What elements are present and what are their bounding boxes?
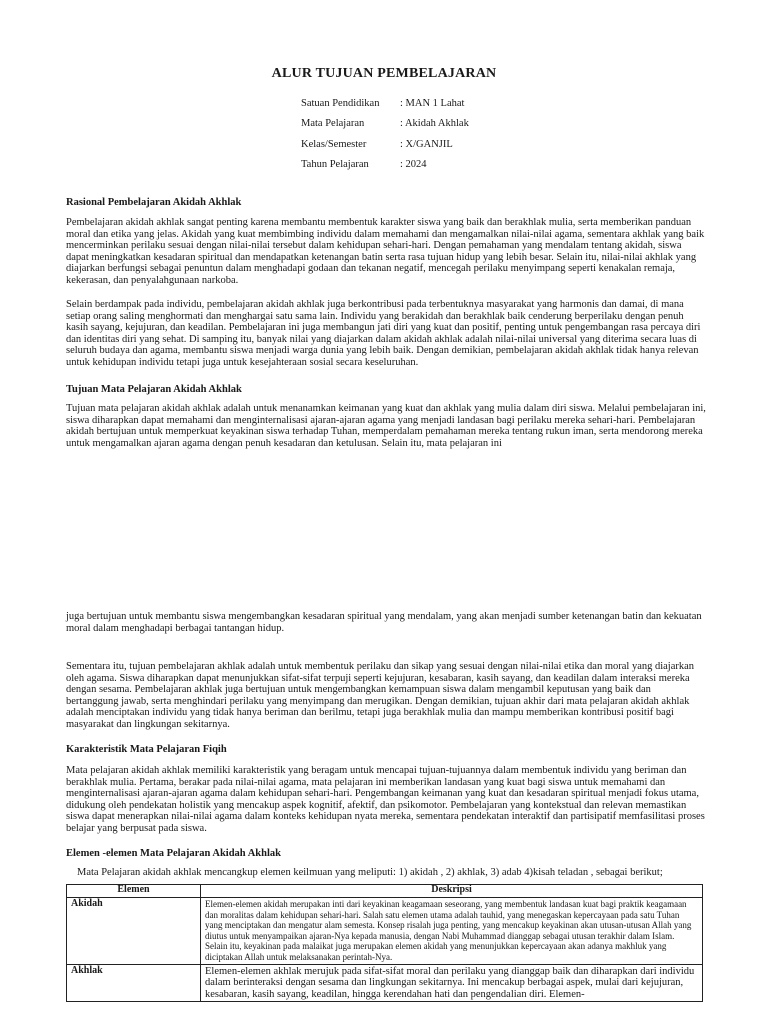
info-label: Tahun Pelajaran [301,158,369,170]
info-label: Kelas/Semester [301,138,367,150]
info-row-satuan [301,97,469,117]
info-value: : Akidah Akhlak [400,118,469,130]
info-value: : MAN 1 Lahat [400,98,465,109]
column-header-deskripsi: Deskripsi [201,885,703,898]
paragraph-rasional-2: Selain berdampak pada individu, pembelajaran akidah akhlak juga berkontribusi pada terbentuknya masyarakat yang harmonis dan damai, di mana setiap orang saling menghormati dan menghargai satu sama lain. Individu yang berakidah dan berakhlak baik cenderung berperilaku dengan penuh kasih sayang, kejujuran, dan keadilan. Pembelajaran ini juga membangun jati diri yang kuat dan positif, penting untuk pengembangan rasa percaya diri dan identitas diri yang sehat. Di samping itu, banyak nilai yang diajarkan dalam akidah akhlak adalah nilai-nilai universal yang diterima secara luas di seluruh budaya dan agama, membantu siswa menjadi warga dunia yang lebih baik. Dengan demikian, pembelajaran akidah akhlak tidak hanya relevan untuk kehidupan individu tetapi juga untuk kesejahteraan sosial secara keseluruhan. [66,299,701,368]
elemen-name: Akhlak [67,964,201,1002]
elemen-intro: Mata Pelajaran akidah akhlak mencangkup elemen keilmuan yang meliputi: 1) akidah , 2) akhlak, 3) adab 4)kisah teladan , sebagai berikut; [77,867,663,878]
paragraph-tujuan-1-continued: juga bertujuan untuk membantu siswa mengembangkan kesadaran spiritual yang mendalam, yang akan menjadi sumber ketenangan batin dan kekuatan moral dalam menghadapi berbagai tantangan hidup. [66,611,702,634]
info-value: : 2024 [400,158,427,170]
table-row [67,964,703,1002]
heading-rasional: Rasional Pembelajaran Akidah Akhlak [66,197,242,208]
heading-karakteristik: Karakteristik Mata Pelajaran Fiqih [66,744,227,755]
heading-elemen: Elemen -elemen Mata Pelajaran Akidah Akhlak [66,848,281,859]
elemen-name: Akidah [67,898,201,965]
info-row-mapel [301,117,469,137]
table-row [67,898,703,965]
info-label: Mata Pelajaran [301,118,365,130]
paragraph-karakteristik: Mata pelajaran akidah akhlak memiliki karakteristik yang beragam untuk mencapai tujuan-tujuannya dalam membentuk individu yang beriman dan berakhlak mulia. Pertama, berakar pada nilai-nilai agama, mata pelajaran ini memberikan landasan yang kuat bagi siswa untuk memahami dan menginternalisasi ajaran-ajaran agama dalam kehidupan sehari-hari. Pengembangan keimanan yang kuat dan kesadaran spiritual menjadi fokus utama, didukung oleh pendekatan holistik yang mencakup aspek kognitif, afektif, dan psikomotor. Pembelajaran yang kontekstual dan relevan memastikan siswa dapat menerapkan nilai-nilai agama dalam konteks kehidupan nyata mereka, sementara pendekatan interaktif dan partisipatif memfasilitasi proses belajar yang berpusat pada siswa. [66,765,705,834]
info-value: : X/GANJIL [400,138,453,150]
elemen-description: Elemen-elemen akidah merupakan inti dari keyakinan keagamaan seseorang, yang membentuk landasan kuat bagi praktik keagamaan dan moralitas dalam kehidupan sehari-hari. Salah satu elemen utama adalah tauhid, yang menegaskan kepercayaan pada satu Tuhan yang menciptakan dan mengatur alam semesta. Konsep risalah juga penting, yang mencakup keyakinan akan utusan-utusan Allah yang diutus untuk menyampaikan ajaran-Nya kepada manusia, dengan Nabi Muhammad dianggap sebagai utusan terakhir dalam Islam. Selain itu, keyakinan pada malaikat juga merupakan elemen akidah yang menunjukkan kepercayaan akan adanya makhluk yang diciptakan Allah untuk melaksanakan perintah-Nya. [201,898,703,965]
paragraph-tujuan-2: Sementara itu, tujuan pembelajaran akhlak adalah untuk membentuk perilaku dan sikap yang sesuai dengan nilai-nilai etika dan moral yang diajarkan oleh agama. Siswa diharapkan dapat menunjukkan sifat-sifat terpuji seperti kejujuran, kesabaran, kasih sayang, dan keadilan dalam interaksi mereka dengan sesama. Pembelajaran akhlak juga bertujuan untuk mengembangkan kemampuan siswa dalam mengambil keputusan yang baik dan bertanggung jawab, serta menghindari perilaku yang menyimpang dan merugikan. Dengan demikian, tujuan akhir dari mata pelajaran akidah akhlak adalah menciptakan individu yang tidak hanya beriman dan berilmu, tetapi juga berakhlak mulia dan mampu memberikan kontribusi positif bagi masyarakat dan lingkungan sekitarnya. [66,661,695,730]
paragraph-tujuan-1: Tujuan mata pelajaran akidah akhlak adalah untuk menanamkan keimanan yang kuat dan akhlak yang mulia dalam diri siswa. Melalui pembelajaran ini, siswa diharapkan dapat memahami dan menginternalisasi ajaran-ajaran agama yang menjadi landasan bagi perilaku mereka sehari-hari. Pembelajaran akidah bertujuan untuk memperkuat keyakinan siswa terhadap Tuhan, memperdalam pemahaman mereka tentang rukun iman, serta mendorong mereka untuk mengamalkan ajaran agama dengan penuh kesadaran dan ketulusan. Selain itu, mata pelajaran ini [66,403,706,449]
column-header-elemen: Elemen [67,885,201,898]
paragraph-rasional-1: Pembelajaran akidah akhlak sangat penting karena membantu membentuk karakter siswa yang baik dan berakhlak mulia, serta memberikan panduan moral dan etika yang jelas. Akidah yang kuat membimbing individu dalam memahami dan mengamalkan nilai-nilai agama, sementara akhlak yang baik mencerminkan perilaku sesuai dengan nilai-nilai tersebut dalam kehidupan sehari-hari. Dengan pemahaman yang mendalam tentang akidah, siswa dapat meningkatkan kesadaran spiritual dan mendapatkan ketenangan batin serta rasa tujuan hidup yang lebih besar. Selain itu, nilai-nilai akhlak yang diajarkan berfungsi sebagai penuntun dalam menghadapi godaan dan tekanan negatif, mencegah perilaku menyimpang seperti kenakalan remaja, kekerasan, dan penyalahgunaan narkoba. [66,217,705,286]
info-label: Satuan Pendidikan [301,98,380,109]
elemen-description: Elemen-elemen akhlak merujuk pada sifat-sifat moral dan perilaku yang dianggap baik dan diharapkan dari individu dalam berinteraksi dengan sesama dan lingkungan sekitarnya. Ini mencakup berbagai aspek, mulai dari kejujuran, kesabaran, kasih sayang, keadilan, hingga kerendahan hati dan pengendalian diri. Elemen- [201,964,703,1002]
heading-tujuan: Tujuan Mata Pelajaran Akidah Akhlak [66,384,242,395]
info-row-tahun [301,158,469,178]
info-row-kelas [301,138,469,158]
elemen-table [66,884,703,1002]
table-header-row [67,885,703,898]
page-title: ALUR TUJUAN PEMBELAJARAN [271,66,497,81]
info-block [301,97,469,178]
